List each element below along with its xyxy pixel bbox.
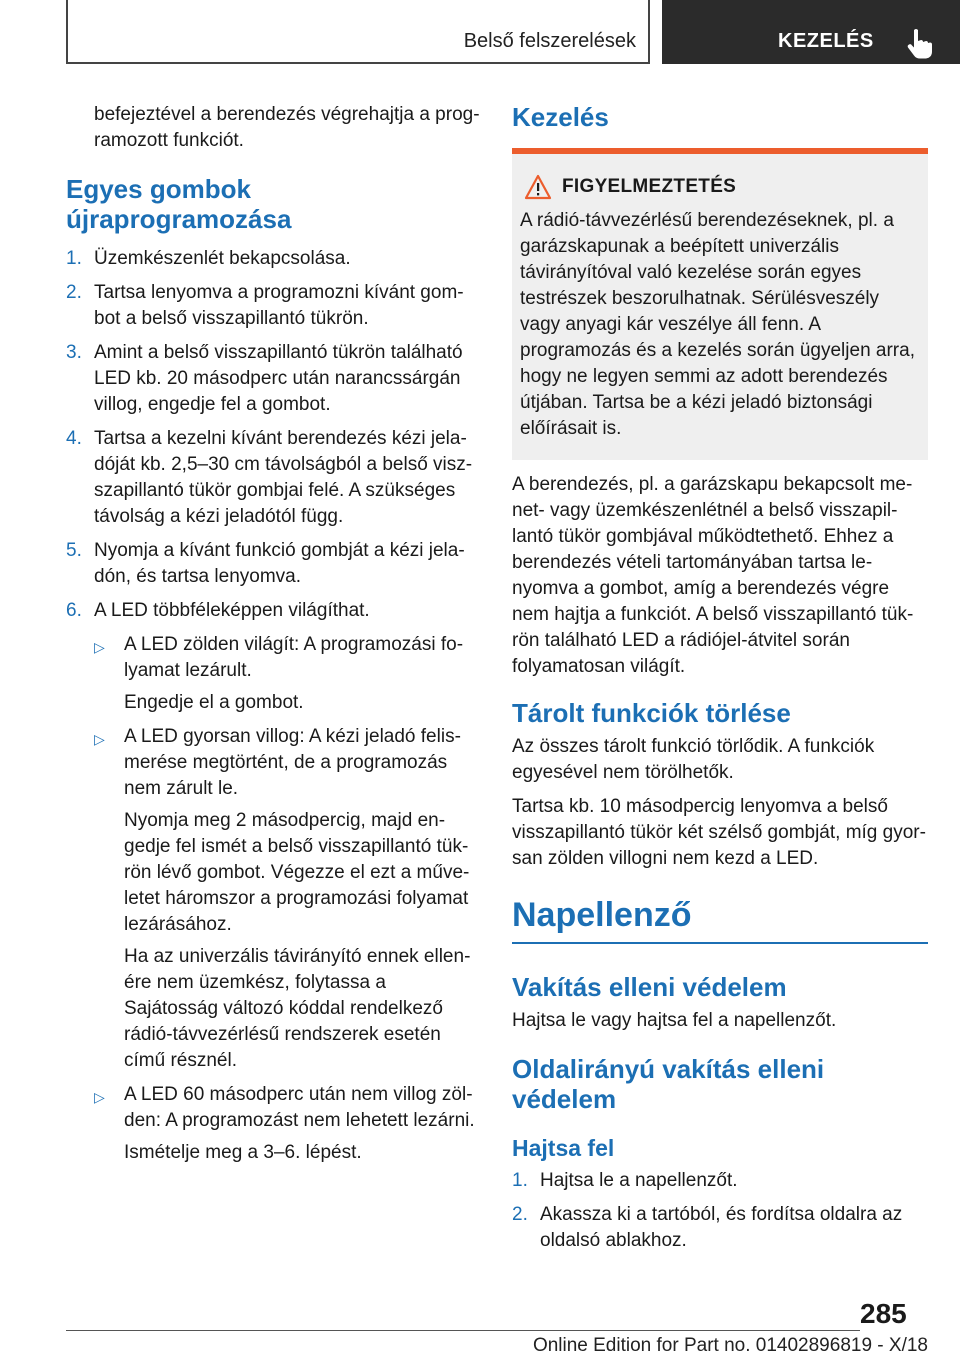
step-number: 2. <box>512 1204 528 1225</box>
intro-paragraph: befejeztével a berendezés végrehajtja a programozott funkciót. <box>94 104 480 151</box>
footer-edition[interactable]: Online Edition for Part no. 01402896819 - X/18 <box>532 1335 928 1356</box>
step-number: 1. <box>66 248 82 269</box>
bullet-item <box>94 1082 480 1166</box>
step-item <box>66 598 480 1166</box>
reprogram-steps <box>66 246 480 1166</box>
triangle-bullet-icon: ▷ <box>94 639 105 655</box>
header-chapter-tab[interactable] <box>662 0 960 64</box>
step-number: 6. <box>66 600 82 621</box>
torles-paragraph-1: Az összes tárolt funkció törlődik. A funkciók egyesével nem törölhetők. <box>512 736 875 783</box>
right-column <box>512 102 928 1262</box>
header-section-title[interactable]: Belső felszerelések <box>463 30 636 52</box>
warning-title <box>524 174 920 200</box>
bullet-note: Nyomja meg 2 másodpercig, majd engedje fel ismét a belső visszapillantó tükrön lévő gombot. Végezze el ezt a műveletet háromszor a programozási folyamat lezárásához. <box>124 810 470 935</box>
vakitas-heading: Vakítás elleni védelem <box>512 972 787 1002</box>
step-text: Tartsa a kezelni kívánt berendezés kézi jeladóját kb. 2,5–30 cm távolságból a belső viszszapillantó tükör gombjai felé. A szükséges távolság a kézi jeladótól függ. <box>94 428 473 527</box>
torles-paragraph-2: Tartsa kb. 10 másodpercig lenyomva a belső visszapillantó tükör két szélső gombját, míg gyorsan zölden villogni nem kezd a LED. <box>512 796 926 869</box>
step-number: 3. <box>66 342 82 363</box>
hajtsa-heading: Hajtsa fel <box>512 1135 615 1161</box>
section-rule <box>512 942 928 944</box>
step-number: 1. <box>512 1170 528 1191</box>
bullet-text: A LED gyorsan villog: A kézi jeladó felismerése megtörtént, de a programozás nem zárult le. <box>124 726 461 799</box>
triangle-bullet-icon: ▷ <box>94 731 105 747</box>
step-item <box>66 246 480 272</box>
header-chapter-label: KEZELÉS <box>778 30 874 52</box>
step-text: Tartsa lenyomva a programozni kívánt gombot a belső visszapillantó tükrön. <box>94 282 464 329</box>
bullet-text: A LED 60 másodperc után nem villog zölden: A programozást nem lehetett lezárni. <box>124 1084 475 1131</box>
step-text: Üzemkészenlét bekapcsolása. <box>94 248 351 269</box>
led-states-list <box>94 632 480 1166</box>
step-item <box>512 1168 928 1194</box>
warning-triangle-icon <box>524 174 552 200</box>
step-text: Amint a belső visszapillantó tükrön található LED kb. 20 másodperc után narancssárgán villog, engedje fel a gombot. <box>94 342 463 415</box>
kezeles-paragraph: A berendezés, pl. a garázskapu bekapcsolt menet- vagy üzemkészenlétnél a belső visszapillantó tükör gombjával működtethető. Ehhez a berendezés vételi tartományában tartsa lenyomva a gombot, amíg a berendezés végre nem hajtja a funkciót. A belső visszapillantó tükrön található LED a rádiójel-átvitel során folyamatosan világít. <box>512 474 914 677</box>
step-text: Hajtsa le a napellenzőt. <box>540 1170 738 1191</box>
header-divider <box>648 0 650 64</box>
reprogram-heading: Egyes gombok újraprogramozása <box>66 174 292 234</box>
bullet-note: Ha az univerzális távirányító ennek ellenére nem üzemkész, folytassa a Sajátosság változó kóddal rendelkező rádió-távvezérlésű rendszerek esetén című résznél. <box>124 946 471 1071</box>
step-item <box>66 426 480 530</box>
step-item <box>66 538 480 590</box>
bullet-note: Engedje el a gombot. <box>124 692 304 713</box>
oldal-heading: Oldalirányú vakítás elleni védelem <box>512 1054 825 1114</box>
step-number: 4. <box>66 428 82 449</box>
header-underline <box>66 62 650 64</box>
step-item <box>66 340 480 418</box>
hand-pointer-icon <box>902 26 936 60</box>
kezeles-heading: Kezelés <box>512 102 609 132</box>
warning-box <box>512 154 928 460</box>
bullet-item <box>94 724 480 1074</box>
step-item <box>66 280 480 332</box>
step-number: 2. <box>66 282 82 303</box>
warning-title-text: FIGYELMEZTETÉS <box>562 176 737 197</box>
bullet-text: A LED zölden világít: A programozási folyamat lezárult. <box>124 634 464 681</box>
footer-rule <box>66 1330 860 1331</box>
bullet-item <box>94 632 480 716</box>
page-number: 285 <box>860 1298 907 1329</box>
step-text: A LED többféleképpen világíthat. <box>94 600 370 621</box>
torles-heading: Tárolt funkciók törlése <box>512 698 791 728</box>
triangle-bullet-icon: ▷ <box>94 1089 105 1105</box>
step-text: Akassza ki a tartóból, és fordítsa oldalra az oldalsó ablakhoz. <box>540 1204 903 1251</box>
warning-text: A rádió-távvezérlésű berendezéseknek, pl. a garázskapunak a beépített univerzális távirányítóval való kezelése során egyes testrészek beszorulhatnak. Sérülésveszély vagy anyagi kár veszélye áll fenn. A programozás és a kezelés során ügyeljen arra, hogy ne legyen semmi az adott berendezés útjában. Tartsa be a kézi jeladó biztonsági előírásait is. <box>520 210 915 439</box>
left-column <box>66 102 480 1174</box>
bullet-note: Ismételje meg a 3–6. lépést. <box>124 1142 362 1163</box>
vakitas-paragraph: Hajtsa le vagy hajtsa fel a napellenzőt. <box>512 1010 837 1031</box>
step-text: Nyomja a kívánt funkció gombját a kézi jeladón, és tartsa lenyomva. <box>94 540 465 587</box>
hajtsa-steps <box>512 1168 928 1254</box>
step-item <box>512 1202 928 1254</box>
napellenzo-heading: Napellenző <box>512 896 692 934</box>
step-number: 5. <box>66 540 82 561</box>
